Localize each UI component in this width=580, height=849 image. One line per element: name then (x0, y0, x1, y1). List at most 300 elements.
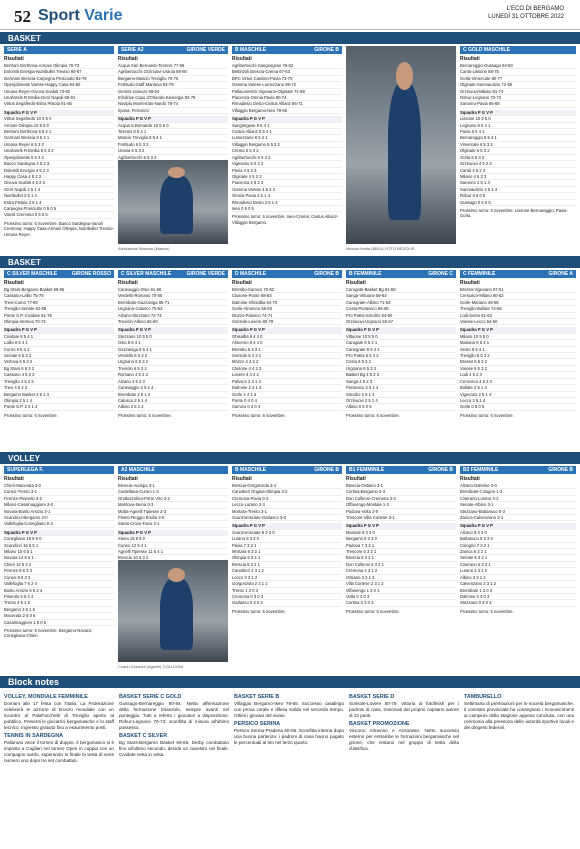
result-text: Milano-Casalmaggiore 3-0 (4, 502, 54, 508)
next-round-note: Prossimo turno: 5 novembre. (232, 608, 286, 614)
result-text: Verdello-Romano 70-65 (118, 293, 163, 299)
standings-cell: Vigevano 6 5 3 2 (232, 161, 264, 167)
standings-cell: Olimpia 5 3 2 1 (232, 555, 261, 561)
group-name: GIRONE B (314, 467, 339, 473)
result-text: Unahotels R.Emilia-GeVi Napoli 88-81 (4, 95, 76, 101)
standings-cell: Vanoli Cremona 0 5 0 5 (4, 212, 48, 218)
block-note-column (4, 692, 114, 844)
column-title (4, 46, 114, 54)
table-row (232, 600, 342, 606)
standings-cell: Milano 15 6 5 1 (4, 549, 33, 555)
standings-cell: Bergamo 8 3 3 0 (346, 536, 377, 542)
standings-cell: Cremona 0 3 0 3 (232, 593, 264, 599)
league-title: C GOLD MASCHILE (463, 47, 510, 53)
standings-cell: Stezzano 0 3 0 3 (460, 600, 492, 606)
standings-table (118, 327, 228, 410)
standings-cell: Ciserano 5 3 2 1 (460, 561, 491, 567)
photo-image (118, 560, 228, 662)
next-round-note: Prossimo turno: 6 novembre. (346, 412, 400, 418)
standings-column (4, 270, 114, 450)
standings-cell: Dolomiti Energia 4 5 2 3 (4, 167, 49, 173)
result-row (346, 319, 456, 325)
result-text: Stezzano-Bottanuco 0-3 (460, 508, 505, 514)
standings-cell: GeVi Napoli 2 5 1 4 (4, 186, 41, 192)
results-list (118, 63, 228, 114)
result-row (232, 319, 342, 325)
photo-caption (118, 664, 228, 670)
standings-cell: Brescia 6 3 2 1 (346, 555, 374, 561)
standings-cell: Villaggio Bergamo 6 5 3 2 (232, 141, 280, 147)
result-text: Agribertocchi-Sangiorgese 76-62 (232, 63, 294, 68)
standings-cell: Armani Olimpia 10 5 5 0 (4, 122, 49, 128)
column-title (460, 466, 576, 474)
result-text: Ponte S.P.-Cividate 61-76 (4, 312, 52, 318)
column-title (460, 270, 576, 278)
result-row (4, 521, 114, 527)
group-name: GIRONE B (428, 467, 453, 473)
group-name: GIRONE B (548, 467, 573, 473)
standings-cell: Busto Arsizio 6 6 2 4 (4, 587, 43, 593)
group-name: GIRONE B (314, 47, 339, 53)
standings-cell: Lecco 2 5 1 4 (460, 397, 486, 403)
result-text: Umana Reyer-Givova Scafati 73-62 (4, 88, 71, 94)
next-round-note: Prossimo turno: 6 novembre. Banco Sardegna-Vanoli Cremona; Happy Casa-Armani Olimpia; Nutribullet Treviso-Umana Reyer. (4, 220, 114, 237)
standings-column (118, 270, 228, 450)
standings-cell: Cremona 4 3 1 2 (346, 568, 378, 574)
result-text: Bertram Derthona-Armani Olimpia 76-73 (4, 63, 80, 68)
standings-cell: Orzinuovi 4 5 2 3 (460, 161, 492, 167)
standings-cell: Gussago 0 5 0 5 (460, 199, 491, 205)
result-text: BPC Virtus Cassino-Pavia 73-70 (232, 75, 293, 81)
result-text: Saronno-Pavia 65-69 (460, 101, 500, 107)
standings-cell: Alzano 4 5 2 3 (118, 378, 145, 384)
standings-cell: Ponte S.P. 2 5 1 4 (4, 404, 38, 410)
note-heading: VOLLEY, MONDIALE FEMMINILE (4, 694, 88, 700)
standings-cell: Dalmine 0 3 0 3 (460, 593, 490, 599)
standings-cell: Bottanuco 9 3 3 0 (460, 536, 493, 542)
standings-cell: Ponte 0 4 0 4 (232, 397, 257, 403)
table-row (4, 404, 114, 410)
standings-cell: Treviolo 6 5 3 2 (118, 365, 147, 371)
results-list (4, 287, 114, 325)
standings-cell: Brembo 6 4 3 1 (232, 346, 261, 352)
result-text: Bernareggio-Gussago 84-60 (460, 63, 513, 68)
result-text: Olimpia-Vertova 70-72 (4, 319, 46, 325)
photo-player (160, 578, 193, 649)
table-row (346, 404, 456, 410)
photo-player (388, 82, 421, 221)
league-title: D MASCHILE (235, 271, 267, 277)
result-text: Agribertocchi Orzinuovi-Urania 88-80 (118, 69, 187, 75)
result-text: Gorla-Vimercate 80-77 (460, 75, 503, 81)
standings-cell: Openjobmetis 6 5 3 2 (4, 154, 44, 160)
result-text: Orzinuovi-Milano 81-74 (460, 88, 504, 94)
league-title: SERIE A2 (121, 47, 144, 53)
column-title (346, 466, 456, 474)
results-list (232, 483, 342, 521)
standings-cell: Gorgonzola 2 3 1 2 (232, 581, 268, 587)
result-text: Brembo-Sarnico 70-62 (232, 287, 275, 292)
results-label: Risultati (460, 280, 480, 286)
standings-cell: Treviglio 4 5 2 3 (4, 378, 34, 384)
result-text: Dolomiti Energia-Nutribullet Treviso 90-87 (4, 69, 82, 75)
result-text: Cernusco-Milano 60-62 (460, 293, 504, 299)
standings-cell: Mozzo 4 4 2 2 (232, 359, 259, 365)
standings-table (346, 327, 456, 410)
note-text: Vincono Almenno e Azzanese. Netto successo esterno per entrambe le formazioni bergamasche nel girone, che restano nel gruppo di testa della classifica. (349, 728, 459, 751)
column-title (346, 270, 456, 278)
standings-cell: Mortara 6 3 2 1 (232, 549, 261, 555)
result-text: Robur-Legnano 70-73 (460, 95, 501, 101)
block-note-column (349, 692, 459, 844)
standings-cell: Trevi 4 5 2 3 (4, 385, 28, 391)
standings-cell: Bergamo Basket 2 5 1 4 (4, 391, 49, 397)
result-text: Virtus Segafredo-Estra Pistoia 91-65 (4, 101, 72, 107)
standings-cell: Germani Brescia 8 5 4 1 (4, 135, 50, 141)
note-text: Persico Serina-Pradena 60-66. Sconfitta interna dopo una buona partenza: i padroni di casa hanno pagato le percentuali al tiro nel terzo quarto. (234, 728, 344, 745)
result-text: Pineto-Reggio Emilia 3-0 (118, 515, 165, 521)
standings-cell: Albino 2 5 1 4 (118, 404, 144, 410)
standings-cell: Calusco 2 5 1 4 (118, 397, 148, 403)
standings-cell: Caravaggio 2 5 1 4 (118, 385, 154, 391)
section-band-block-notes: Block notes (0, 676, 580, 688)
results-list (118, 287, 228, 325)
standings-column (4, 46, 114, 254)
standings-cell: Lovere 4 4 2 2 (232, 372, 259, 378)
result-text: Germani Brescia-Carpegna Prosciutto 82-76 (4, 75, 87, 81)
note-heading: BASKET SERIE B (234, 694, 280, 700)
next-round-note: Prossimo turno: 6 novembre. (460, 412, 514, 418)
result-text: Lodi-Sesto 61-63 (460, 312, 492, 318)
next-round-note: Prossimo turno: 5 novembre. (460, 608, 514, 614)
standings-cell: Bernareggio 8 5 4 1 (460, 135, 497, 141)
results-label: Risultati (118, 476, 138, 482)
caption-name: Coach Graziani (Agnelli) (118, 664, 162, 669)
note-text: Villaggio Bergamo-Iseo 78-65. Successo casalingo con prova corale e difesa solida nel secondo tempo. Ottimi i giovani del vivaio. (234, 701, 344, 718)
photo-credit: COLLEONI (162, 664, 183, 669)
photo-player (160, 175, 193, 234)
group-name: GIRONE VERDE (186, 271, 225, 277)
photo-credit: FOTO BEDOLIS (384, 246, 415, 251)
standings-cell: Chieri 12 6 4 2 (4, 561, 32, 567)
standings-cell: Offanengo 1 3 0 3 (346, 587, 380, 593)
standings-cell: Volta 0 3 0 3 (346, 593, 370, 599)
result-text: Novipiù Monferrato-Nardò 79-74 (118, 101, 179, 107)
result-text: Costa-Pontevico 68-66 (346, 306, 389, 312)
standings-cell: Cuneo 12 5 4 1 (118, 542, 147, 548)
result-text: Offanengo-Montale 1-3 (346, 502, 389, 508)
standings-cell: Estra Pistoia 2 5 1 4 (4, 199, 42, 205)
result-text: Vallefoglia-Conegliano 0-3 (4, 521, 53, 527)
standings-cell: Squadra P G V P (346, 523, 379, 529)
photo-head (396, 62, 414, 90)
result-text: Bresso-Vigevano 57-51 (460, 287, 504, 292)
standings-cell: Vimercate 6 5 3 2 (460, 141, 493, 147)
standings-table (460, 110, 576, 206)
standings-cell: Sesto 8 5 4 1 (460, 346, 485, 352)
result-text: Treviolo-Albino 66-60 (118, 319, 158, 325)
standings-cell: Fortitudo 6 5 3 2 (118, 141, 149, 147)
standings-cell: Villa Cortese 2 3 1 2 (346, 581, 384, 587)
standings-cell: Ghisalba 8 4 4 0 (232, 333, 263, 339)
result-text: Orzinuovi-Urgnano 55-57 (346, 319, 394, 325)
photo-caption (346, 246, 456, 252)
standings-cell: Givova Scafati 4 5 2 3 (4, 180, 45, 186)
standings-cell: Verdello 6 5 3 2 (118, 353, 148, 359)
next-round-note: Prossimo turno: 6 novembre. Lissone-Bernareggio; Pavia-Gorla. (460, 207, 568, 219)
league-title: B1 FEMMINILE (349, 467, 385, 473)
table-row (460, 200, 576, 206)
result-row (460, 515, 576, 521)
group-name: GIRONE VERDE (186, 47, 225, 53)
result-text: Gamma Varese-Lumezzane 69-72 (232, 82, 296, 88)
page-header (0, 0, 580, 30)
standings-cell: Nutribullet 2 5 1 4 (4, 193, 37, 199)
result-text: Motta-Agnelli Tipiesse 2-3 (118, 508, 167, 514)
standings-cell: Pinerolo 5 6 2 4 (4, 593, 34, 599)
table-row (4, 620, 114, 626)
standings-cell: Urania 6 5 3 2 (118, 148, 145, 154)
standings-cell: Zanica 6 3 2 1 (460, 549, 487, 555)
note-heading: BASKET SERIE D (349, 694, 395, 700)
results-list (460, 483, 576, 521)
standings-cell: Mariano 8 5 4 1 (460, 340, 490, 346)
standings-cell: Canottieri 4 3 1 2 (232, 568, 264, 574)
results-list (118, 483, 228, 528)
standings-cell: Carugate 8 5 4 1 (346, 340, 378, 346)
standings-column (232, 46, 342, 254)
standings-column (460, 466, 576, 674)
standings-table (4, 110, 114, 219)
standings-cell: Sanmaurizio 2 5 1 4 (460, 186, 498, 192)
standings-cell: Lurano 8 3 3 0 (232, 536, 260, 542)
standings-column (460, 46, 576, 254)
column-title (118, 466, 228, 474)
standings-cell: Gorla 6 5 3 2 (460, 154, 485, 160)
standings-cell: Robur 0 5 0 5 (460, 193, 486, 199)
results-list (232, 63, 342, 114)
standings-column (460, 270, 576, 450)
column-title (232, 270, 342, 278)
section-band-basket-2: BASKET (0, 256, 580, 268)
note-heading: TENNIS IN SARDEGNA (4, 733, 64, 739)
page-number: 52 (14, 7, 31, 26)
standings-cell: Don Colleoni 5 3 2 1 (346, 561, 384, 567)
league-title: C FEMMINILE (463, 271, 496, 277)
result-text: Cantù-Lissone 68-75 (460, 69, 499, 75)
league-title: A2 MASCHILE (121, 467, 155, 473)
result-text: Santa Croce-Fano 3-1 (118, 521, 160, 527)
next-round-note: Prossimo turno: 6 novembre. Bergamo-Novara; Conegliano-Chieri. (4, 627, 92, 639)
standings-cell: Lodi 4 5 2 3 (460, 372, 482, 378)
result-text: Treviglio-Bollate 72-66 (460, 306, 502, 312)
result-row (118, 108, 228, 114)
result-row (460, 319, 576, 325)
standings-cell: Banco Sardegna 4 5 2 3 (4, 161, 50, 167)
league-title: SUPERLEGA F. (7, 467, 44, 473)
results-label: Risultati (346, 280, 366, 286)
group-name: GIRONE A (548, 271, 573, 277)
league-title: B MASCHILE (235, 47, 267, 53)
standings-cell: Umana Reyer 6 5 3 2 (4, 141, 44, 147)
standings-table (346, 523, 456, 606)
standings-cell: Cologno 7 3 2 1 (460, 542, 490, 548)
standings-table (4, 327, 114, 410)
results-label: Risultati (460, 56, 480, 62)
player-photo-1 (118, 160, 228, 254)
standings-cell: Acqua S.Bernardo 10 5 5 0 (118, 122, 169, 128)
result-text: Fortitudo-Staff Mantova 83-79 (118, 82, 174, 88)
group-name: GIRONE B (314, 271, 339, 277)
standings-cell: Agribertocchi 6 5 3 2 (232, 154, 271, 160)
standings-cell: Olimpia 2 5 1 4 (4, 397, 33, 403)
standings-cell: Sarnico 0 4 0 4 (232, 404, 261, 410)
standings-cell: Bresso 6 5 3 2 (460, 359, 488, 365)
standings-cell: Olginate 6 5 3 2 (460, 148, 490, 154)
standings-cell: Cuneo 8 6 3 3 (4, 574, 31, 580)
note-text: Pallanoto vince il torneo di doppio. Il bergamasco si è imposto a Cagliari nel torneo Open in coppia con un compagno sardo, superando in finale la testa di serie numero uno dopo tre set combattuti. (4, 740, 114, 763)
standings-cell: Pontevico 2 5 1 4 (346, 385, 379, 391)
standings-cell: Omnia Pavia 2 5 1 4 (232, 193, 270, 199)
standings-cell: Gamma Varese 4 5 2 3 (232, 186, 275, 192)
result-text: Cremona-Pavia 0-3 (232, 495, 269, 501)
standings-cell: Sorisole 6 4 3 1 (232, 353, 262, 359)
standings-cell: Albino 0 5 0 5 (346, 404, 372, 410)
result-text: Alzano-Stezzano 72-74 (118, 312, 162, 318)
result-text: Sanga-Vittuone 59-64 (346, 293, 387, 299)
table-row (346, 600, 456, 606)
standings-cell: Vigevano 2 5 1 4 (460, 391, 492, 397)
next-round-note: Prossimo turno: 6 novembre. (4, 412, 58, 418)
block-note-column (234, 692, 344, 844)
note-text: Domani alle 17 festa con l'Italia. La Federazione celebrerà le azzurre di bronzo mondiale con un incontro al PalaFacchetti di Treviglio aperto al pubblico. Presenti le giocatrici bergamasche e lo staff tecnico. Ingresso gratuito fino a esaurimento posti. (4, 701, 114, 730)
group-name: GIRONE C (428, 271, 453, 277)
standings-cell: Romano 4 5 2 3 (118, 372, 148, 378)
result-text: Cassano-Lallio 75-78 (4, 293, 44, 299)
standings-cell: Bertram Derthona 8 5 4 1 (4, 129, 52, 135)
next-round-note: Prossimo turno: 6 novembre. (232, 412, 286, 418)
results-list (232, 287, 342, 325)
standings-cell: Siena 15 5 5 0 (118, 536, 146, 542)
standings-cell: Trescore 6 3 2 1 (346, 549, 377, 555)
standings-cell: Tezenis 8 5 4 1 (118, 129, 147, 135)
standings-cell: Agnelli Tipiesse 11 5 4 1 (118, 549, 164, 555)
result-text: Zanica-Calvenzano 3-1 (460, 515, 504, 521)
result-text: Carugate-Basket Bg 61-58 (346, 287, 396, 292)
standings-cell: Brescia 10 5 3 2 (118, 555, 149, 561)
standings-cell: Urgnano 6 5 3 2 (346, 365, 377, 371)
result-text: Canegrate-Albino 71-53 (346, 299, 391, 305)
result-row (232, 515, 342, 521)
standings-cell: Pavia 4 5 2 3 (232, 167, 257, 173)
standings-cell: Vallefoglia 7 6 2 4 (4, 581, 37, 587)
next-round-note: Prossimo turno: 6 novembre. Iseo-Crema; Civitus Allianz-Villaggio Bergamo. (232, 214, 339, 225)
result-text: Grottazzolina-Porto Viro 3-2 (118, 495, 170, 501)
standings-cell: Brembate 1 3 0 3 (460, 587, 493, 593)
result-text: Novara-Busto Arsizio 3-1 (4, 508, 51, 514)
standings-cell: Milano 10 5 5 0 (460, 333, 489, 339)
note-heading: BASKET C SILVER (119, 733, 168, 739)
standings-cell: Bergamo 3 6 1 5 (4, 606, 35, 612)
result-row (118, 319, 228, 325)
section-band-volley: VOLLEY (0, 452, 580, 464)
result-text: Sorisole-Lovere 80-79 (232, 319, 274, 325)
standings-cell: Squadra P G V P (118, 116, 151, 122)
standings-cell: Civitus Allianz 8 5 4 1 (232, 129, 272, 135)
result-text: Brescia-Ostiano 3-1 (346, 483, 384, 488)
note-text: Bg Stars-Bergamo Basket 69-65. Derby combattuto fino all'ultimo secondo, decide un canestro nel finale. Cividate resta in vetta. (119, 740, 229, 757)
standings-column (232, 466, 342, 674)
result-text: Bettinzoli Brescia-Crema 67-63 (232, 69, 290, 75)
standings-cell: Squadra P G V P (460, 109, 493, 115)
result-text: Gorle-Almenno 55-63 (232, 306, 273, 312)
standings-cell: Padova 7 3 2 1 (346, 542, 375, 548)
result-text: Bg Stars-Bergamo Basket 69-65 (4, 287, 65, 292)
standings-cell: Lumezzane 8 5 4 1 (232, 135, 268, 141)
column-title (4, 466, 114, 474)
standings-cell: Calvenzano 2 3 1 2 (460, 581, 497, 587)
league-title: B FEMMINILE (349, 271, 382, 277)
standings-cell: Sondrio 2 5 1 4 (346, 391, 375, 397)
standings-table (460, 523, 576, 606)
results-label: Risultati (460, 476, 480, 482)
result-text: Alzano-Dalmine 3-0 (460, 483, 497, 488)
standings-cell: Cernusco 4 5 2 3 (460, 378, 492, 384)
photo-image (118, 160, 228, 244)
league-title: B MASCHILE (235, 467, 267, 473)
note-heading: PERSICO SERINA (234, 721, 281, 727)
note-heading: BASKET SERIE C GOLD (119, 694, 182, 700)
standings-table (4, 530, 114, 626)
standings-cell: Piacenza 4 5 2 3 (232, 180, 264, 186)
result-text: Castellana-Cuneo 1-3 (118, 489, 159, 495)
column-title (232, 466, 342, 474)
column-title (4, 270, 114, 278)
result-text: Mantova-Siena 0-3 (118, 502, 154, 508)
standings-cell: Osio 8 5 4 1 (118, 340, 141, 346)
results-label: Risultati (118, 280, 138, 286)
results-label: Risultati (4, 476, 24, 482)
result-text: Don Colleoni-Cremona 3-2 (346, 495, 396, 501)
coach-photo (118, 560, 228, 672)
section-title: Sport Varie (38, 7, 123, 24)
standings-cell: Squadra P G V P (118, 327, 151, 333)
results-label: Risultati (232, 56, 252, 62)
photo-caption (118, 246, 228, 252)
result-text: Piacenza-Omnia Pavia 80-74 (232, 95, 287, 101)
standings-cell: Montale 9 3 3 0 (346, 529, 375, 535)
standings-cell: Dalmine 2 4 1 3 (232, 385, 262, 391)
standings-cell: Trento 1 3 0 3 (232, 587, 258, 593)
result-text: Brembate-Gazzaniga 68-71 (118, 299, 170, 305)
result-text: Clusone-Ponte 68-63 (232, 293, 272, 299)
standings-cell: Squadra P G V P (232, 523, 265, 529)
result-text: Gorle-Mariano 49-58 (460, 299, 499, 305)
standings-cell: Rimadesio Desio 2 5 1 4 (232, 199, 278, 205)
standings-cell: Pavia 8 5 4 1 (460, 129, 485, 135)
result-text: Mozzo-Palosco 74-71 (232, 312, 273, 318)
standings-cell: Almenno 8 4 4 0 (232, 340, 263, 346)
publication-info: L'ECO DI BERGAMO LUNEDÌ 31 OTTOBRE 2022 (488, 6, 564, 20)
standings-cell: Firenze 9 6 3 3 (4, 568, 32, 574)
standings-cell: Lissone 10 5 5 0 (460, 116, 491, 122)
league-title: SERIE A (7, 47, 27, 53)
standings-cell: Curno 8 5 4 1 (4, 346, 30, 352)
standings-cell: Agribertocchi 6 5 3 2 (118, 154, 157, 160)
block-note-column (464, 692, 574, 844)
standings-cell: Albino 3 3 1 2 (460, 574, 486, 580)
standings-cell: Lurano 4 3 1 2 (460, 568, 488, 574)
